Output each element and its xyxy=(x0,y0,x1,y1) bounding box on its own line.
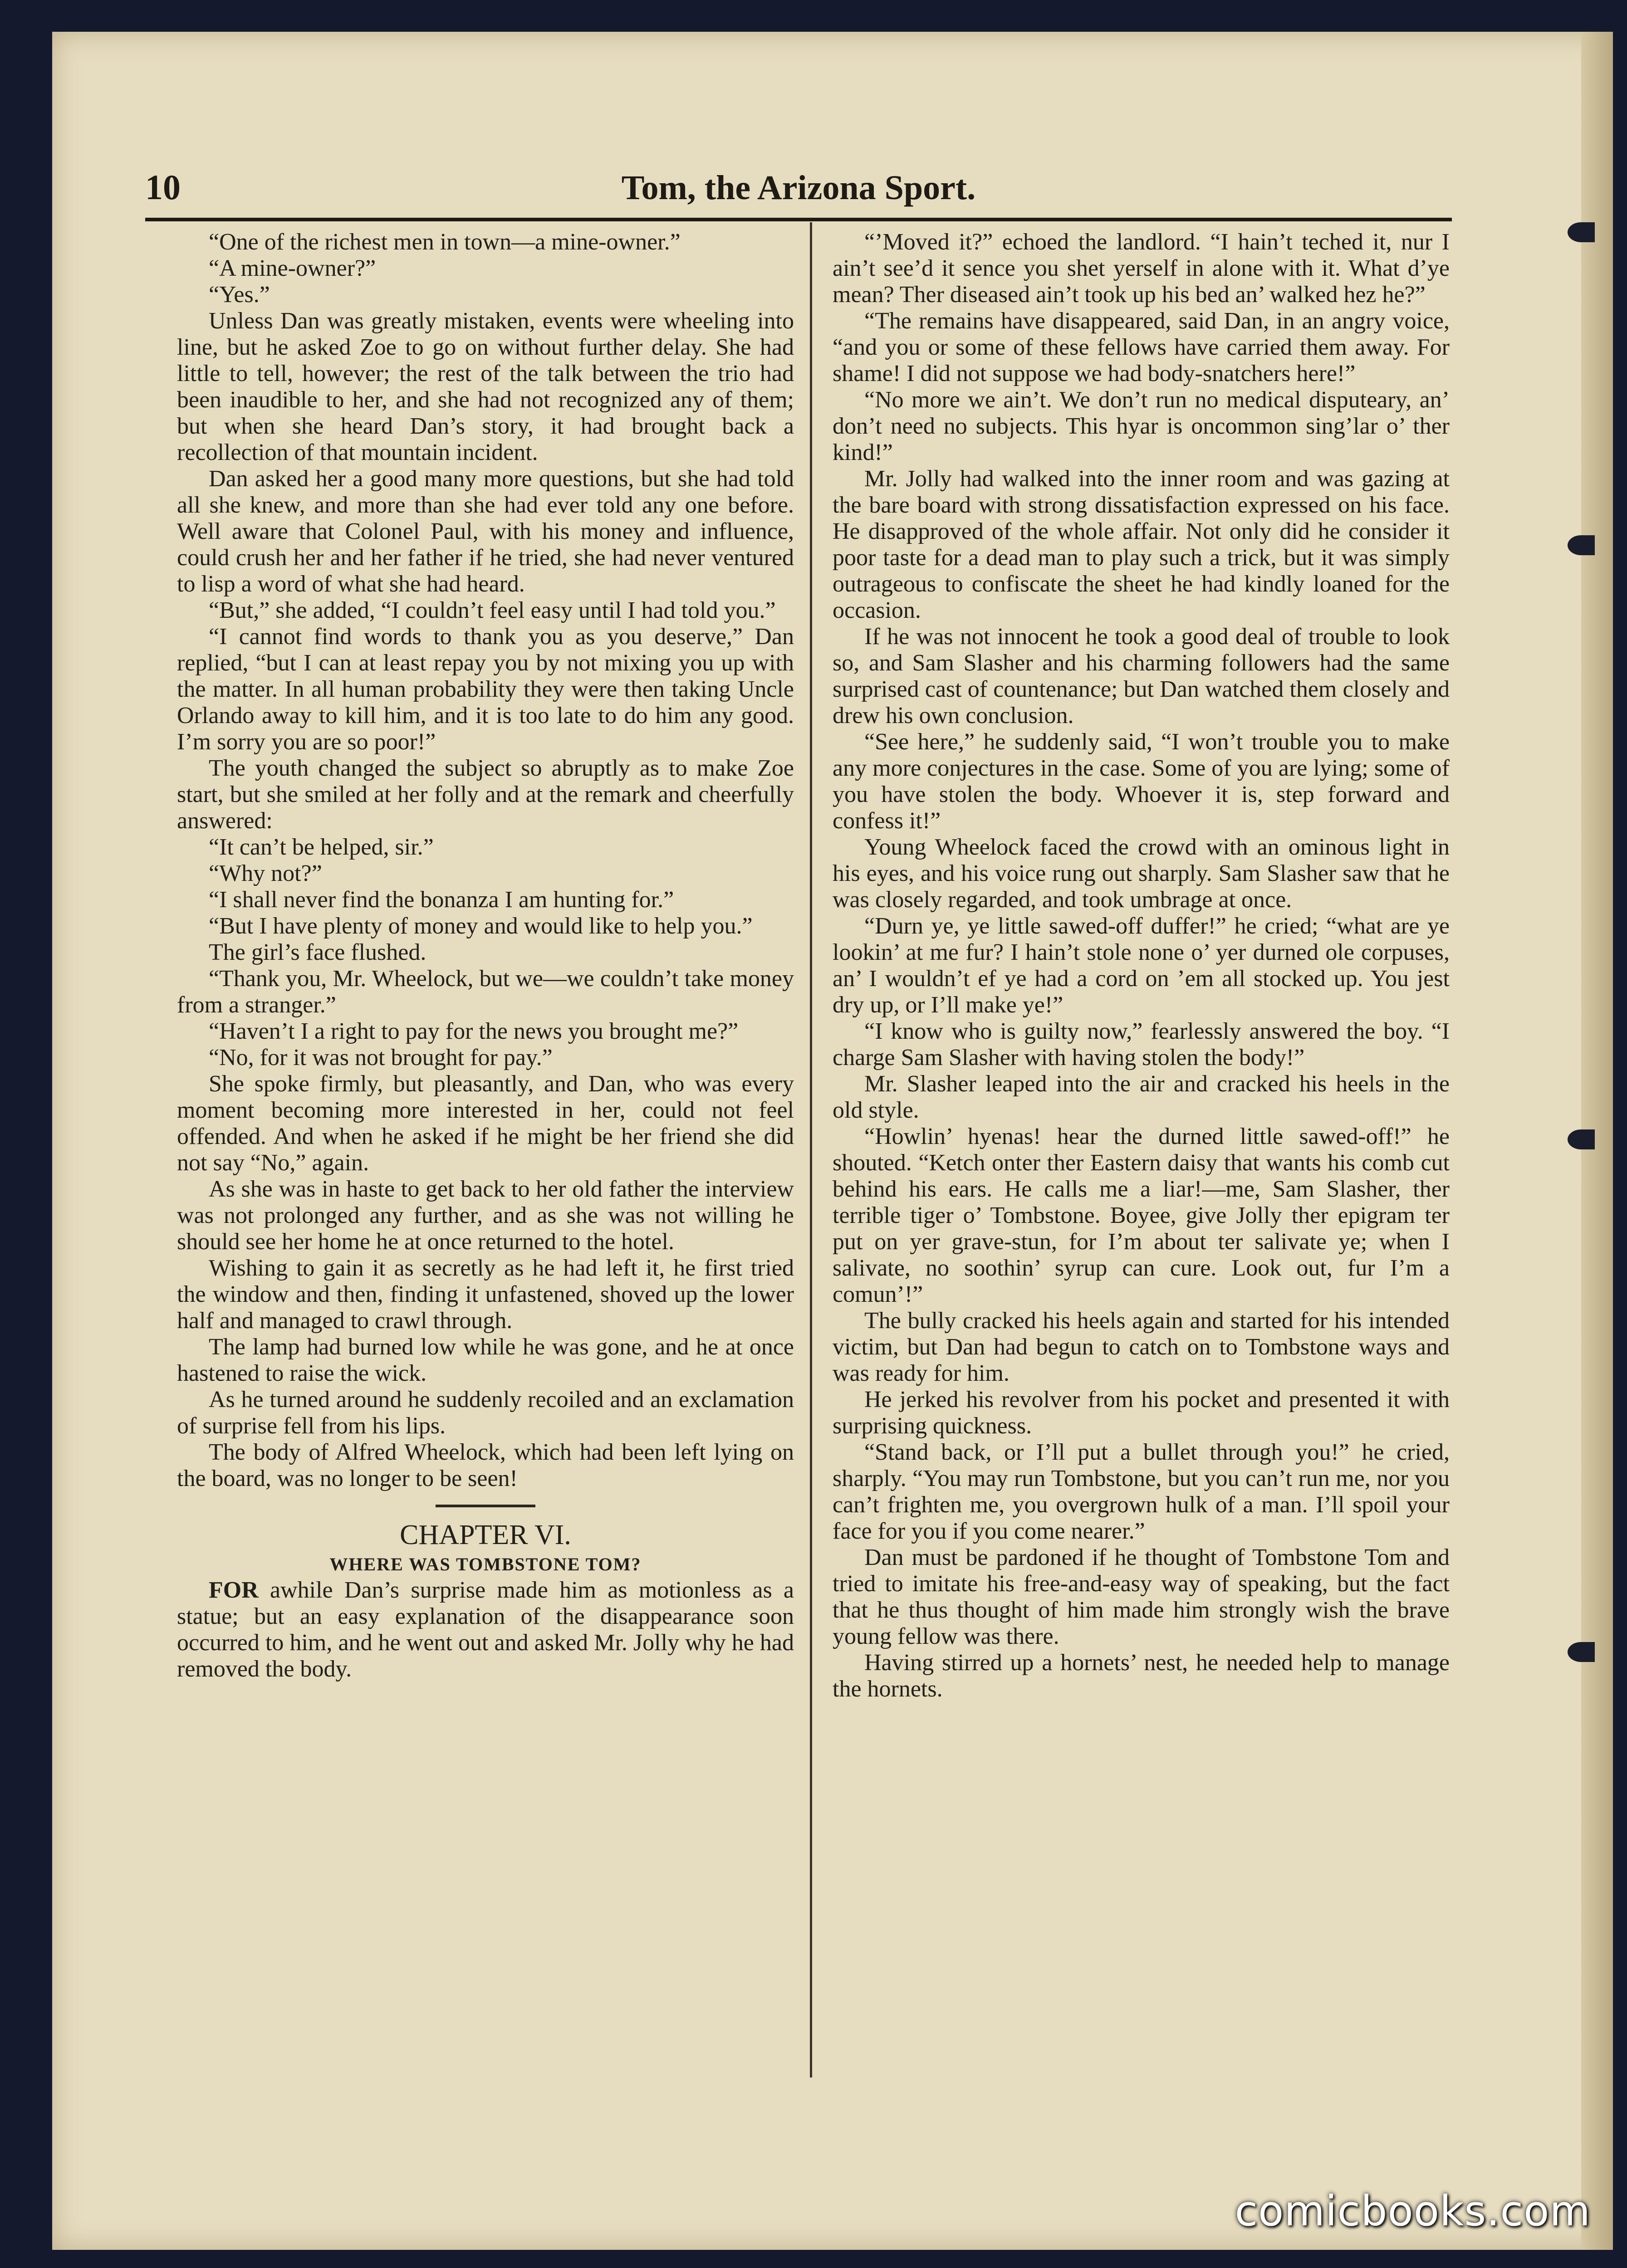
paragraph: Mr. Slasher leaped into the air and cracked his heels in the old style. xyxy=(833,1071,1450,1123)
paragraph: If he was not innocent he took a good deal of trouble to look so, and Sam Slasher and his charming followers had the same surprised cast of countenance; but Dan watched them closely and drew his own conclusion. xyxy=(833,624,1450,728)
paragraph: “It can’t be helped, sir.” xyxy=(209,834,434,860)
page-number: 10 xyxy=(145,167,181,207)
chapter-opening-word: FOR xyxy=(209,1577,259,1603)
paragraph: Dan asked her a good many more questions, but she had told all she knew, and more than she had ever told any one before. Well aware that Colonel Paul, with his money and influence, could crush her and her father if he tried, she had never ventured to lisp a word of what she had heard. xyxy=(177,466,794,597)
running-title: Tom, the Arizona Sport. xyxy=(621,169,976,207)
paragraph: “No more we ain’t. We don’t run no medical disputeary, an’ don’t need no subjects. This hyar is oncommon sing’lar o’ ther kind!” xyxy=(833,387,1450,465)
paragraph: “I know who is guilty now,” fearlessly answered the boy. “I charge Sam Slasher with having stolen the body!” xyxy=(833,1018,1450,1070)
left-column xyxy=(177,229,794,1682)
paragraph: Young Wheelock faced the crowd with an ominous light in his eyes, and his voice rung out sharply. Sam Slasher saw that he was closely regarded, and took umbrage at once. xyxy=(833,834,1450,913)
paragraph: As he turned around he suddenly recoiled and an exclamation of surprise fell from his lips. xyxy=(177,1387,794,1439)
paragraph: “Yes.” xyxy=(209,282,270,308)
chapter-title: CHAPTER VI. xyxy=(400,1520,571,1550)
chapter-opening-paragraph xyxy=(177,1577,794,1682)
chapter-subtitle: WHERE WAS TOMBSTONE TOM? xyxy=(329,1554,642,1574)
paragraph: “’Moved it?” echoed the landlord. “I hain’t teched it, nur I ain’t see’d it sence you shet yerself in alone with it. What d’ye mean? Ther diseased ain’t took up his bed an’ walked hez he?” xyxy=(833,229,1450,308)
paragraph: Mr. Jolly had walked into the inner room and was gazing at the bare board with strong dissatisfaction expressed on his face. He disapproved of the whole affair. Not only did he consider it poor taste for a dead man to play such a trick, but it was simply outrageous to confiscate the sheet he had kindly loaned for the occasion. xyxy=(833,466,1450,623)
paragraph: The body of Alfred Wheelock, which had been left lying on the board, was no longer to be seen! xyxy=(177,1439,794,1491)
right-column xyxy=(833,229,1450,1702)
paragraph: She spoke firmly, but pleasantly, and Dan, who was every moment becoming more interested in her, could not feel offended. And when he asked if he might be her friend she did not say “No,” again. xyxy=(177,1071,794,1176)
paragraph: The lamp had burned low while he was gone, and he at once hastened to raise the wick. xyxy=(177,1334,794,1386)
paragraph: The bully cracked his heels again and started for his intended victim, but Dan had begun to catch on to Tombstone ways and was ready for him. xyxy=(833,1308,1450,1386)
paragraph: “A mine-owner?” xyxy=(209,255,376,281)
paragraph: “Thank you, Mr. Wheelock, but we—we couldn’t take money from a stranger.” xyxy=(177,966,794,1018)
paragraph: “I cannot find words to thank you as you deserve,” Dan replied, “but I can at least repay you by not mixing you up with the matter. In all human probability they were then taking Uncle Orlando away to kill him, and it is too late to do him any good. I’m sorry you are so poor!” xyxy=(177,624,794,755)
chapter-rule xyxy=(436,1505,535,1507)
watermark: comicbooks.com xyxy=(1235,2187,1591,2235)
column-divider xyxy=(810,222,812,2077)
paragraph: “Stand back, or I’ll put a bullet through you!” he cried, sharply. “You may run Tombstone, but you can’t run me, nor you can’t frighten me, you overgrown hulk of a man. I’ll spoil your face for you if you come nearer.” xyxy=(833,1439,1450,1544)
paragraph: “But I have plenty of money and would like to help you.” xyxy=(209,913,753,939)
binding-hole xyxy=(1568,1129,1595,1149)
paragraph: “Why not?” xyxy=(209,860,322,886)
paragraph: “Durn ye, ye little sawed-off duffer!” he cried; “what are ye lookin’ at me fur? I hain’t stole none o’ yer durned ole corpuses, an’ I wouldn’t ef ye had a cord on ’em all stocked up. You jest dry up, or I’ll make ye!” xyxy=(833,913,1450,1018)
paragraph: The girl’s face flushed. xyxy=(209,939,426,965)
paragraph: “No, for it was not brought for pay.” xyxy=(209,1045,553,1070)
binding-hole xyxy=(1568,1642,1595,1662)
paragraph: The youth changed the subject so abruptly as to make Zoe start, but she smiled at her folly and at the remark and cheerfully answered: xyxy=(177,755,794,834)
paragraph: Having stirred up a hornets’ nest, he needed help to manage the hornets. xyxy=(833,1650,1450,1702)
paragraph: “One of the richest men in town—a mine-owner.” xyxy=(209,229,681,255)
chapter-opening-text: awhile Dan’s surprise made him as motionless as a statue; but an easy explanation of the disappearance soon occurred to him, and he went out and asked Mr. Jolly why he had removed the body. xyxy=(177,1577,794,1682)
paragraph: As she was in haste to get back to her old father the interview was not prolonged any further, and as she was not willing he should see her home he at once returned to the hotel. xyxy=(177,1176,794,1255)
binding-hole xyxy=(1568,535,1595,555)
paragraph: He jerked his revolver from his pocket and presented it with surprising quickness. xyxy=(833,1387,1450,1439)
binding-hole xyxy=(1568,222,1595,242)
paragraph: “Haven’t I a right to pay for the news you brought me?” xyxy=(209,1018,739,1044)
paragraph: “The remains have disappeared, said Dan, in an angry voice, “and you or some of these fellows have carried them away. For shame! I did not suppose we had body-snatchers here!” xyxy=(833,308,1450,386)
paragraph: “Howlin’ hyenas! hear the durned little sawed-off!” he shouted. “Ketch onter ther Eastern daisy that wants his comb cut behind his ears. He calls me a liar!—me, Sam Slasher, ther terrible tiger o’ Tombstone. Boyee, give Jolly ther epigram ter put on yer grave-stun, for I’m about ter salivate ye; when I salivate, no soothin’ syrup can cure. Look out, fur I’m a comun’!” xyxy=(833,1124,1450,1307)
paragraph: “I shall never find the bonanza I am hunting for.” xyxy=(209,887,674,913)
paragraph: “But,” she added, “I couldn’t feel easy until I had told you.” xyxy=(209,597,776,623)
paragraph: Dan must be pardoned if he thought of Tombstone Tom and tried to imitate his free-and-easy way of speaking, but the fact that he thus thought of him made him strongly wish the brave young fellow was there. xyxy=(833,1545,1450,1649)
paragraph: “See here,” he suddenly said, “I won’t trouble you to make any more conjectures in the case. Some of you are lying; some of you have stolen the body. Whoever it is, step forward and confess it!” xyxy=(833,729,1450,834)
paragraph: Unless Dan was greatly mistaken, events were wheeling into line, but he asked Zoe to go on without further delay. She had little to tell, however; the rest of the talk between the trio had been inaudible to her, and she had not recognized any of them; but when she heard Dan’s story, it had brought back a recollection of that mountain incident. xyxy=(177,308,794,465)
page-header xyxy=(145,154,1452,221)
paragraph: Wishing to gain it as secretly as he had left it, he first tried the window and then, finding it unfastened, shoved up the lower half and managed to crawl through. xyxy=(177,1255,794,1334)
